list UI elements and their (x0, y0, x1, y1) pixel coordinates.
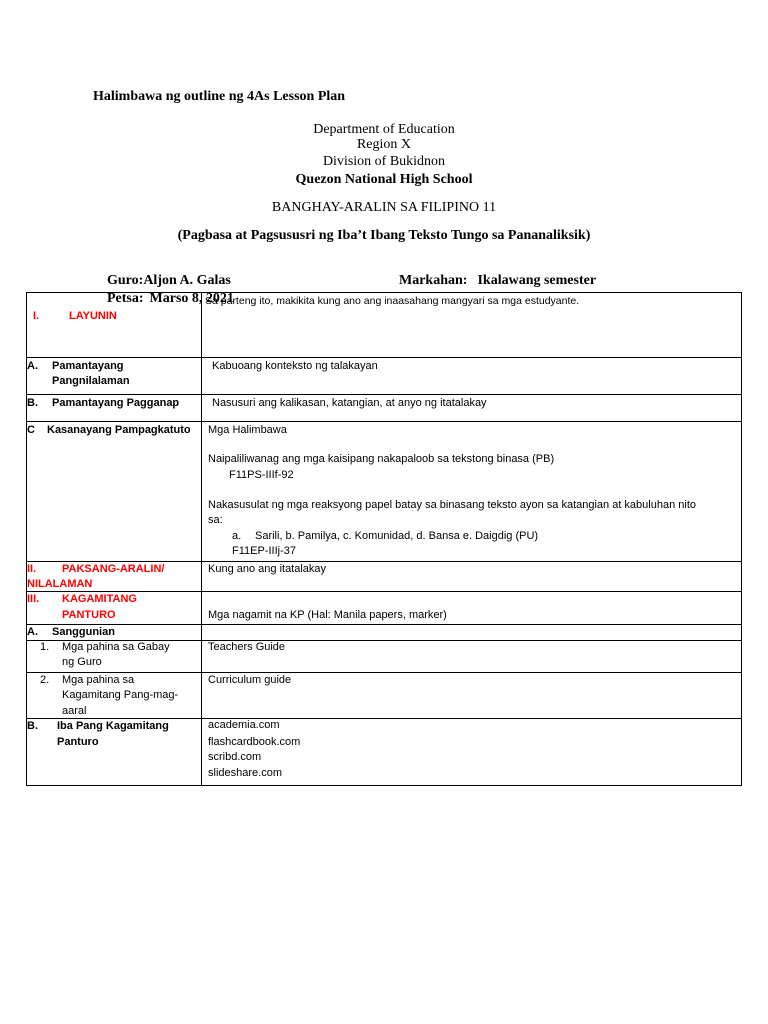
item-marker: III. (27, 593, 40, 605)
teacher-info (93, 257, 231, 288)
content-line: Naipaliliwanag ang mga kaisipang nakapaloob sa tekstong binasa (PB) (208, 453, 555, 465)
row-content-cell (202, 673, 741, 718)
date-label: Petsa: (107, 291, 144, 306)
quarter-value: Ikalawang semester (477, 273, 597, 288)
item-heading: Pamantayang (52, 360, 124, 372)
item-marker: II. (27, 563, 37, 575)
item-heading: Pamantayang Pagganap (52, 397, 180, 409)
content-line: Mga Halimbawa (208, 424, 287, 436)
item-heading: KAGAMITANG (62, 593, 137, 605)
competency-code: F11PS-IIIf-92 (229, 469, 294, 481)
row-heading-cell (27, 422, 202, 561)
row-content-cell (202, 625, 741, 640)
row-paksang-aralin (26, 561, 742, 592)
item-marker: A. (27, 626, 38, 638)
date-value: Marso 8, 2021 (149, 291, 234, 306)
reference-site: scribd.com (208, 751, 262, 763)
row-content-cell (202, 592, 741, 624)
item-marker: B. (27, 397, 38, 409)
item-heading: Mga pahina sa (62, 674, 135, 686)
competency-code: F11EP-IIIj-37 (232, 545, 296, 557)
item-heading: PANTURO (62, 609, 116, 621)
row-heading-cell (27, 395, 202, 421)
row-heading-cell (27, 562, 202, 591)
subject-title: (Pagbasa at Pagsususri ng Iba’t Ibang Teksto Tungo sa Pananaliksik) (177, 228, 591, 243)
item-heading: Kasanayang Pampagkatuto (47, 424, 191, 436)
row-kagamitang-pang-mag-aaral (26, 672, 742, 719)
row-pamantayang-pangnilalaman (26, 357, 742, 395)
item-marker: B. (27, 720, 38, 732)
content-line: Sa parteng ito, makikita kung ano ang inaasahang mangyari sa mga estudyante. (205, 295, 580, 307)
row-content-cell (202, 719, 741, 785)
content-line: Kung ano ang itatalakay (208, 563, 327, 575)
item-heading: Mga pahina sa Gabay (62, 641, 170, 653)
lesson-plan-table (26, 292, 742, 786)
row-content-cell (202, 641, 741, 672)
date-info (93, 275, 234, 306)
department-name: Department of Education (313, 122, 455, 137)
content-line: Nasusuri ang kalikasan, katangian, at anyo ng itatalakay (212, 397, 487, 409)
content-line: Mga nagamit na KP (Hal: Manila papers, marker) (208, 609, 447, 621)
item-marker: I. (33, 310, 40, 322)
item-heading: LAYUNIN (69, 310, 117, 322)
school-name: Quezon National High School (295, 172, 473, 187)
item-heading: ng Guro (62, 656, 102, 668)
outline-title: Halimbawa ng outline ng 4As Lesson Plan (93, 89, 346, 104)
sub-list-marker: a. (232, 530, 242, 542)
row-content-cell (202, 293, 741, 357)
row-heading-cell (27, 625, 202, 640)
quarter-info (385, 257, 597, 288)
row-heading-cell (27, 673, 202, 718)
item-heading: Pangnilalaman (52, 375, 130, 387)
item-heading: PAKSANG-ARALIN/ (62, 563, 165, 575)
row-kasanayang-pampagkatuto (26, 421, 742, 562)
content-line: Curriculum guide (208, 674, 292, 686)
row-heading-cell (27, 293, 202, 357)
lesson-plan-title: BANGHAY-ARALIN SA FILIPINO 11 (271, 200, 497, 215)
item-heading: Kagamitang Pang-mag- (62, 689, 179, 701)
content-line: sa: (208, 514, 223, 526)
item-heading: NILALAMAN (27, 578, 93, 590)
item-heading: Iba Pang Kagamitang (57, 720, 169, 732)
content-line: Nakasusulat ng mga reaksyong papel batay sa binasang teksto ayon sa katangian at kabuluhan nito (208, 499, 696, 511)
item-heading: aaral (62, 705, 87, 717)
item-marker: A. (27, 360, 38, 372)
row-content-cell (202, 358, 741, 394)
teacher-name: Aljon A. Galas (143, 273, 231, 288)
division-name: Division of Bukidnon (322, 154, 446, 169)
reference-site: academia.com (208, 719, 280, 731)
row-heading-cell (27, 358, 202, 394)
sub-list-item: Sarili, b. Pamilya, c. Komunidad, d. Bansa e. Daigdig (PU) (255, 530, 539, 542)
row-iba-pang-kagamitang-panturo (26, 718, 742, 786)
row-layunin (26, 292, 742, 358)
reference-site: slideshare.com (208, 767, 282, 779)
reference-site: flashcardbook.com (208, 736, 301, 748)
row-gabay-ng-guro (26, 640, 742, 673)
row-pamantayang-pagganap (26, 394, 742, 422)
item-marker: C (27, 424, 35, 436)
row-kagamitang-panturo (26, 591, 742, 625)
item-marker: 1. (40, 641, 50, 653)
item-heading: Sanggunian (52, 626, 115, 638)
item-heading: Panturo (57, 736, 99, 748)
teacher-label: Guro: (107, 273, 144, 288)
region-name: Region X (356, 137, 412, 152)
row-content-cell (202, 395, 741, 421)
content-line: Kabuoang konteksto ng talakayan (212, 360, 378, 372)
row-heading-cell (27, 641, 202, 672)
item-marker: 2. (40, 674, 50, 686)
row-content-cell (202, 422, 741, 561)
quarter-label: Markahan: (399, 273, 468, 288)
row-heading-cell (27, 592, 202, 624)
content-line: Teachers Guide (208, 641, 286, 653)
row-content-cell (202, 562, 741, 591)
row-heading-cell (27, 719, 202, 785)
